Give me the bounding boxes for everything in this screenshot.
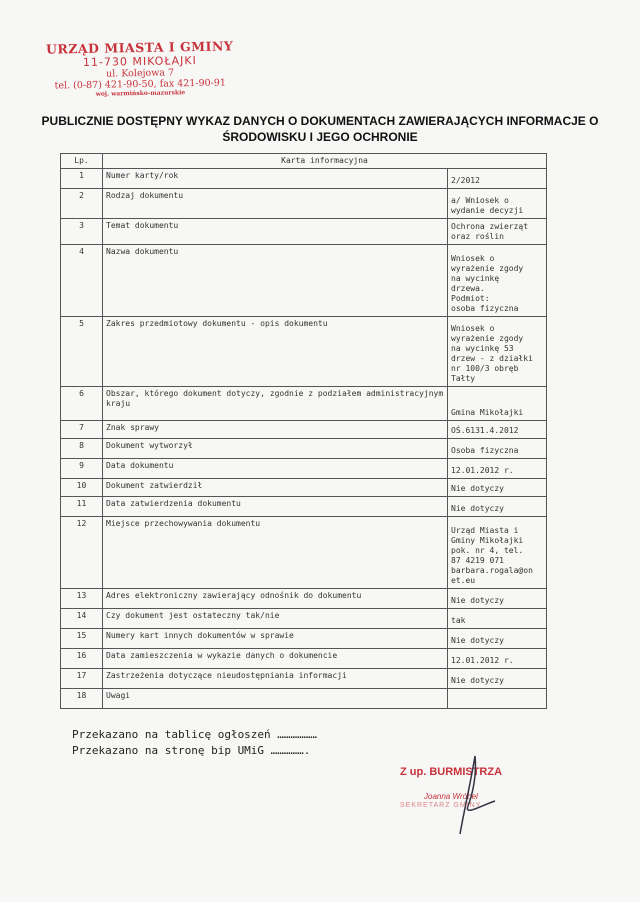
row-label: Nazwa dokumentu: [103, 245, 448, 317]
signature-head: Z up. BURMISTRZA: [400, 766, 503, 778]
row-label: Data zatwierdzenia dokumentu: [103, 497, 448, 517]
row-label: Zastrzeżenia dotyczące nieudostępniania informacji: [103, 669, 448, 689]
row-label: Numery kart innych dokumentów w sprawie: [103, 629, 448, 649]
table-row: [61, 459, 547, 479]
row-number: 2: [61, 189, 103, 219]
row-number: 12: [61, 517, 103, 589]
info-card-table: [60, 153, 547, 709]
row-number: 10: [61, 479, 103, 497]
row-value: Gmina Mikołajki: [448, 387, 547, 421]
row-number: 4: [61, 245, 103, 317]
row-label: Uwagi: [103, 689, 448, 709]
row-value: a/ Wniosek o wydanie decyzji: [448, 189, 547, 219]
row-label: Numer karty/rok: [103, 169, 448, 189]
row-number: 7: [61, 421, 103, 439]
row-number: 6: [61, 387, 103, 421]
row-value: 12.01.2012 r.: [448, 649, 547, 669]
row-value: tak: [448, 609, 547, 629]
row-value: OŚ.6131.4.2012: [448, 421, 547, 439]
table-row: [61, 517, 547, 589]
row-label: Temat dokumentu: [103, 219, 448, 245]
stamp-line-5: woj. warmińsko-mazurskie: [95, 89, 186, 98]
row-label: Dokument wytworzył: [103, 439, 448, 459]
table-row: [61, 387, 547, 421]
footer-notes: [72, 727, 317, 759]
row-label: Znak sprawy: [103, 421, 448, 439]
row-label: Data dokumentu: [103, 459, 448, 479]
row-value: [448, 689, 547, 709]
table-row: [61, 421, 547, 439]
row-number: 13: [61, 589, 103, 609]
row-value: Wniosek o wyrażenie zgody na wycinkę drzewa. Podmiot: osoba fizyczna: [448, 245, 547, 317]
row-number: 5: [61, 317, 103, 387]
stamp-line-1: URZĄD MIASTA I GMINY: [45, 38, 234, 57]
stamp-line-2: 11-730 MIKOŁAJKI: [82, 54, 197, 69]
table-row: [61, 497, 547, 517]
row-number: 14: [61, 609, 103, 629]
table-row: [61, 609, 547, 629]
row-number: 11: [61, 497, 103, 517]
stamp-line-3: ul. Kolejowa 7: [106, 67, 175, 80]
signature-role: SEKRETARZ GMINY: [400, 802, 482, 809]
table-row: [61, 439, 547, 459]
row-label: Zakres przedmiotowy dokumentu - opis dokumentu: [103, 317, 448, 387]
footer-line-2: Przekazano na stronę bip UMiG …………….: [72, 744, 311, 757]
row-value: Urząd Miasta i Gminy Mikołajki pok. nr 4, tel. 87 4219 071 barbara.rogala@on et.eu: [448, 517, 547, 589]
row-number: 3: [61, 219, 103, 245]
table-row: [61, 669, 547, 689]
table-row: [61, 589, 547, 609]
office-stamp: [40, 38, 241, 98]
stamp-line-4: tel. (0-87) 421-90-50, fax 421-90-91: [54, 77, 227, 92]
header-karta: Karta informacyjna: [103, 154, 547, 169]
table-row: [61, 219, 547, 245]
handwritten-signature: [420, 746, 510, 836]
table-row: [61, 169, 547, 189]
row-number: 9: [61, 459, 103, 479]
table-row: [61, 317, 547, 387]
row-label: Czy dokument jest ostateczny tak/nie: [103, 609, 448, 629]
table-row: [61, 649, 547, 669]
row-value: Nie dotyczy: [448, 497, 547, 517]
row-value: Nie dotyczy: [448, 589, 547, 609]
table-row: [61, 629, 547, 649]
row-label: Obszar, którego dokument dotyczy, zgodnie z podziałem administracyjnym kraju: [103, 387, 448, 421]
row-number: 8: [61, 439, 103, 459]
table-row: [61, 479, 547, 497]
row-label: Adres elektroniczny zawierający odnośnik do dokumentu: [103, 589, 448, 609]
row-value: Nie dotyczy: [448, 479, 547, 497]
row-label: Dokument zatwierdził: [103, 479, 448, 497]
row-number: 18: [61, 689, 103, 709]
table-header-row: [61, 154, 547, 169]
row-number: 15: [61, 629, 103, 649]
table-row: [61, 189, 547, 219]
row-value: 2/2012: [448, 169, 547, 189]
row-value: Osoba fizyczna: [448, 439, 547, 459]
document-title: PUBLICZNIE DOSTĘPNY WYKAZ DANYCH O DOKUMENTACH ZAWIERAJĄCYCH INFORMACJE O ŚRODOWISKU I JEGO OCHRONIE: [41, 114, 599, 144]
footer-line-1: Przekazano na tablicę ogłoszeń ………………: [72, 728, 318, 741]
row-value: Nie dotyczy: [448, 669, 547, 689]
row-value: Nie dotyczy: [448, 629, 547, 649]
table-row: [61, 245, 547, 317]
table-row: [61, 689, 547, 709]
row-number: 17: [61, 669, 103, 689]
row-number: 16: [61, 649, 103, 669]
row-number: 1: [61, 169, 103, 189]
row-value: Wniosek o wyrażenie zgody na wycinkę 53 drzew - z działki nr 100/3 obręb Tałty: [448, 317, 547, 387]
row-value: 12.01.2012 r.: [448, 459, 547, 479]
row-value: Ochrona zwierząt oraz roślin: [448, 219, 547, 245]
row-label: Rodzaj dokumentu: [103, 189, 448, 219]
row-label: Data zamieszczenia w wykazie danych o dokumencie: [103, 649, 448, 669]
row-label: Miejsce przechowywania dokumentu: [103, 517, 448, 589]
header-lp: Lp.: [61, 154, 103, 169]
signature-block: [400, 766, 540, 809]
signature-name: Joanna Wróbel: [424, 792, 478, 801]
